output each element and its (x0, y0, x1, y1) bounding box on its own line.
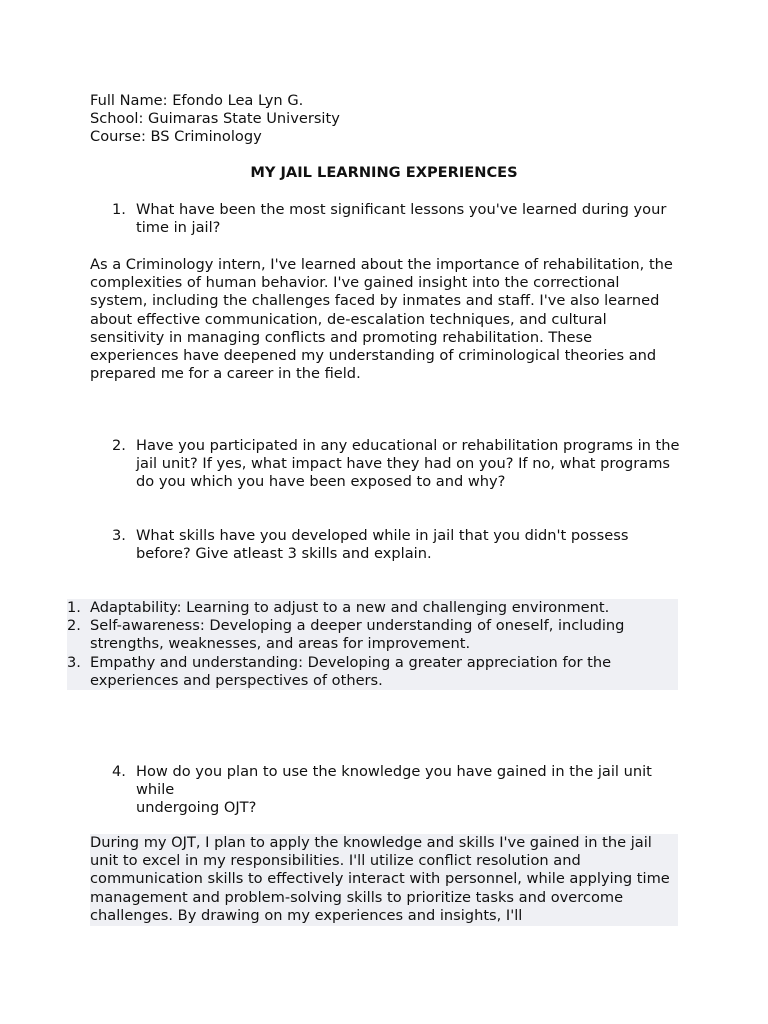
question-text: Have you participated in any educational or rehabilitation programs in the jail unit? If yes, what impact have they had on you? If no, what programs do you which you have been exposed to and why? (136, 437, 680, 491)
answer-text: During my OJT, I plan to apply the knowledge and skills I've gained in the jail unit to excel in my responsibilities. I'll utilize conflict resolution and communication skills to effectively interact with personnel, while applying time management and problem-solving skills to prioritize tasks and overcome challenges. By drawing on my experiences and insights, I'll (90, 834, 670, 924)
student-info (90, 92, 690, 147)
list-item-text: Self-awareness: Developing a deeper understanding of oneself, including strengths, weaknesses, and areas for improvement. (90, 617, 625, 653)
list-item-text: Adaptability: Learning to adjust to a new and challenging environment. (90, 599, 610, 616)
question-text-line: while (136, 781, 175, 799)
skills-list (67, 599, 678, 690)
question-4 (112, 763, 682, 818)
question-text-line: How do you plan to use the knowledge you have gained in the jail unit (136, 763, 652, 780)
question-2 (112, 437, 682, 492)
list-item (67, 654, 678, 690)
school-name: School: Guimaras State University (90, 110, 340, 128)
question-number: 3. (112, 527, 126, 544)
question-text (136, 763, 682, 818)
question-number: 4. (112, 763, 126, 780)
question-text: What skills have you developed while in jail that you didn't possess before? Give atleast 3 skills and explain. (136, 527, 629, 563)
document-title: MY JAIL LEARNING EXPERIENCES (250, 164, 518, 181)
question-text-line: undergoing OJT? (136, 799, 257, 817)
question-number: 2. (112, 437, 126, 454)
list-item-number: 3. (67, 653, 81, 671)
full-name: Full Name: Efondo Lea Lyn G. (90, 92, 304, 109)
question-3 (112, 527, 682, 563)
question-text: What have been the most significant lessons you've learned during your time in jail? (136, 201, 667, 237)
answer-1 (90, 256, 678, 383)
list-item (67, 599, 678, 617)
course-name: Course: BS Criminology (90, 128, 262, 146)
list-item-number: 1. (67, 599, 81, 616)
question-number: 1. (112, 201, 126, 218)
answer-text: As a Criminology intern, I've learned about the importance of rehabilitation, the complexities of human behavior. I've gained insight into the correctional system, including the challenges faced by inmates and staff. I've also learned about effective communication, de-escalation techniques, and cultural sensitivity in managing conflicts and promoting rehabilitation. These experiences have deepened my understanding of criminological theories and prepared me for a career in the field. (90, 256, 673, 383)
list-item-text: Empathy and understanding: Developing a greater appreciation for the experiences and perspectives of others. (90, 653, 612, 689)
list-item (67, 617, 678, 653)
list-item-number: 2. (67, 617, 81, 635)
question-1 (112, 201, 682, 237)
answer-4 (90, 834, 678, 926)
